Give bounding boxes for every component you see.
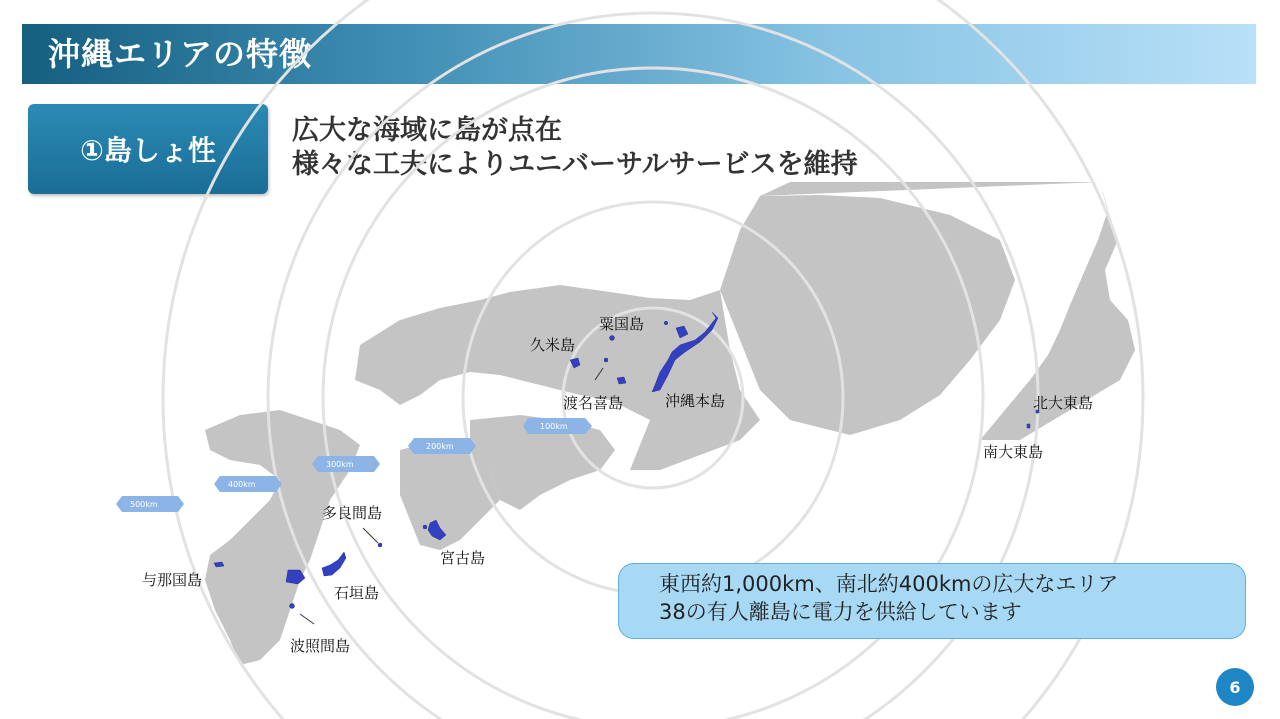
svg-text:500km: 500km bbox=[130, 500, 158, 509]
ring-label-200km bbox=[408, 438, 476, 454]
label-yonaguni: 与那国島 bbox=[142, 571, 203, 589]
aguni-island bbox=[610, 336, 615, 341]
iheya-island bbox=[664, 321, 668, 325]
label-kita-daito: 北大東島 bbox=[1033, 394, 1094, 412]
ring-label-400km bbox=[214, 476, 282, 492]
callout-line-1: 東西約1,000km、南北約400kmの広大なエリア bbox=[659, 572, 1119, 596]
svg-text:300km: 300km bbox=[326, 460, 354, 469]
label-tarama: 多良間島 bbox=[322, 504, 383, 522]
svg-text:100km: 100km bbox=[540, 422, 568, 431]
headline-line-1: 広大な海域に島が点在 bbox=[292, 115, 562, 146]
label-minami-daito: 南大東島 bbox=[983, 443, 1044, 461]
page-title: 沖縄エリアの特徴 bbox=[48, 35, 313, 73]
page-number-badge: 6 bbox=[1216, 668, 1254, 706]
leader-tarama bbox=[363, 528, 378, 543]
label-ishigaki: 石垣島 bbox=[334, 584, 380, 602]
ring-label-500km bbox=[116, 496, 184, 512]
label-miyako: 宮古島 bbox=[440, 549, 486, 567]
hateruma-island bbox=[290, 604, 295, 609]
label-tonaki: 渡名喜島 bbox=[563, 394, 624, 412]
ring-label-300km bbox=[312, 456, 380, 472]
callout-line-2: 38の有人離島に電力を供給しています bbox=[659, 600, 1022, 624]
label-okinawa-main: 沖縄本島 bbox=[665, 392, 726, 410]
tonaki-island bbox=[604, 358, 608, 362]
ring-label-100km bbox=[523, 418, 592, 434]
svg-text:400km: 400km bbox=[228, 480, 256, 489]
ishigaki-island bbox=[322, 552, 346, 576]
feature-label: ①島しょ性 bbox=[80, 134, 216, 167]
leader-hateruma bbox=[300, 614, 314, 624]
headline-line-2: 様々な工夫によりユニバーサルサービスを維持 bbox=[292, 149, 858, 180]
yonaguni-island bbox=[214, 562, 224, 567]
svg-text:200km: 200km bbox=[426, 442, 454, 451]
label-kume: 久米島 bbox=[530, 336, 576, 354]
label-aguni: 粟国島 bbox=[599, 315, 645, 333]
summary-callout bbox=[618, 563, 1246, 639]
irabu-island bbox=[423, 525, 427, 529]
label-hateruma: 波照間島 bbox=[290, 637, 351, 655]
tarama-island bbox=[378, 543, 382, 547]
